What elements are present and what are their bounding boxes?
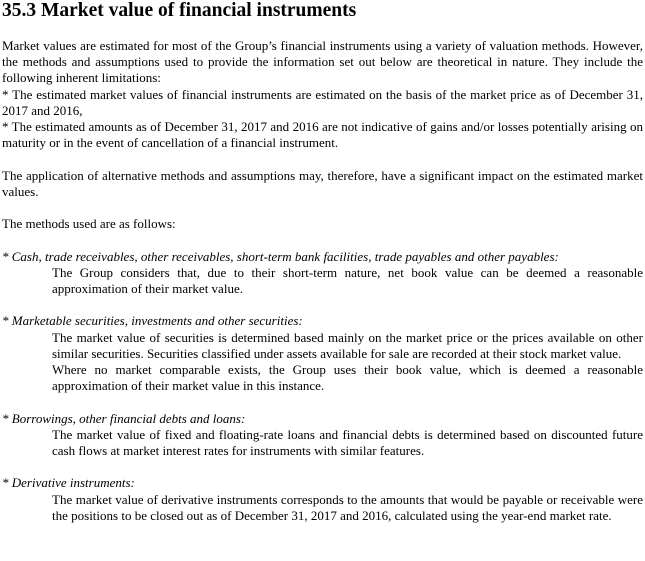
- limitation-item: * The estimated amounts as of December 31, 2017 and 2016 are not indicative of gains and/or losses potentially arising on maturity or in the event of cancellation of a financial instrument.: [2, 119, 643, 151]
- method-text: Where no market comparable exists, the Group uses their book value, which is deemed a reasonable approximation of their market value in this instance.: [52, 362, 643, 394]
- method-heading: * Cash, trade receivables, other receivables, short-term bank facilities, trade payables and other payables:: [2, 248, 559, 264]
- section-title: 35.3 Market value of financial instruments: [2, 0, 357, 21]
- intro-paragraph: Market values are estimated for most of the Group’s financial instruments using a variety of valuation methods. However, the methods and assumptions used to provide the information set out below are theoretical in nature. They include the following inherent limitations:: [2, 38, 643, 86]
- method-borrowings: [2, 411, 643, 460]
- method-text: The Group considers that, due to their short-term nature, net book value can be deemed a reasonable approximation of their market value.: [52, 264, 643, 296]
- spacer: [2, 394, 643, 410]
- spacer: [2, 200, 643, 216]
- method-text: The market value of derivative instruments corresponds to the amounts that would be payable or receivable were the positions to be closed out as of December 31, 2017 and 2016, calculated using the year-end market rate.: [52, 491, 643, 523]
- intro-block: [2, 38, 643, 151]
- method-heading: * Derivative instruments:: [2, 475, 135, 491]
- method-text: The market value of fixed and floating-rate loans and financial debts is determined based on discounted future cash flows at market interest rates for instruments with similar features.: [52, 426, 643, 458]
- method-heading: * Marketable securities, investments and other securities:: [2, 313, 303, 329]
- alternative-note: The application of alternative methods and assumptions may, therefore, have a significant impact on the estimated market values.: [2, 167, 643, 199]
- method-cash: [2, 249, 643, 298]
- method-derivatives: [2, 475, 643, 524]
- spacer: [2, 151, 643, 167]
- method-securities: [2, 313, 643, 394]
- method-text: The market value of securities is determined based mainly on the market price or the prices available on other similar securities. Securities classified under assets available for sale are recorded at their stock market value.: [52, 329, 643, 361]
- spacer: [2, 459, 643, 475]
- spacer: [2, 297, 643, 313]
- spacer: [2, 232, 643, 248]
- methods-intro: The methods used are as follows:: [2, 216, 176, 232]
- method-heading: * Borrowings, other financial debts and loans:: [2, 410, 246, 426]
- limitation-item: * The estimated market values of financial instruments are estimated on the basis of the market price as of December 31, 2017 and 2016,: [2, 86, 643, 118]
